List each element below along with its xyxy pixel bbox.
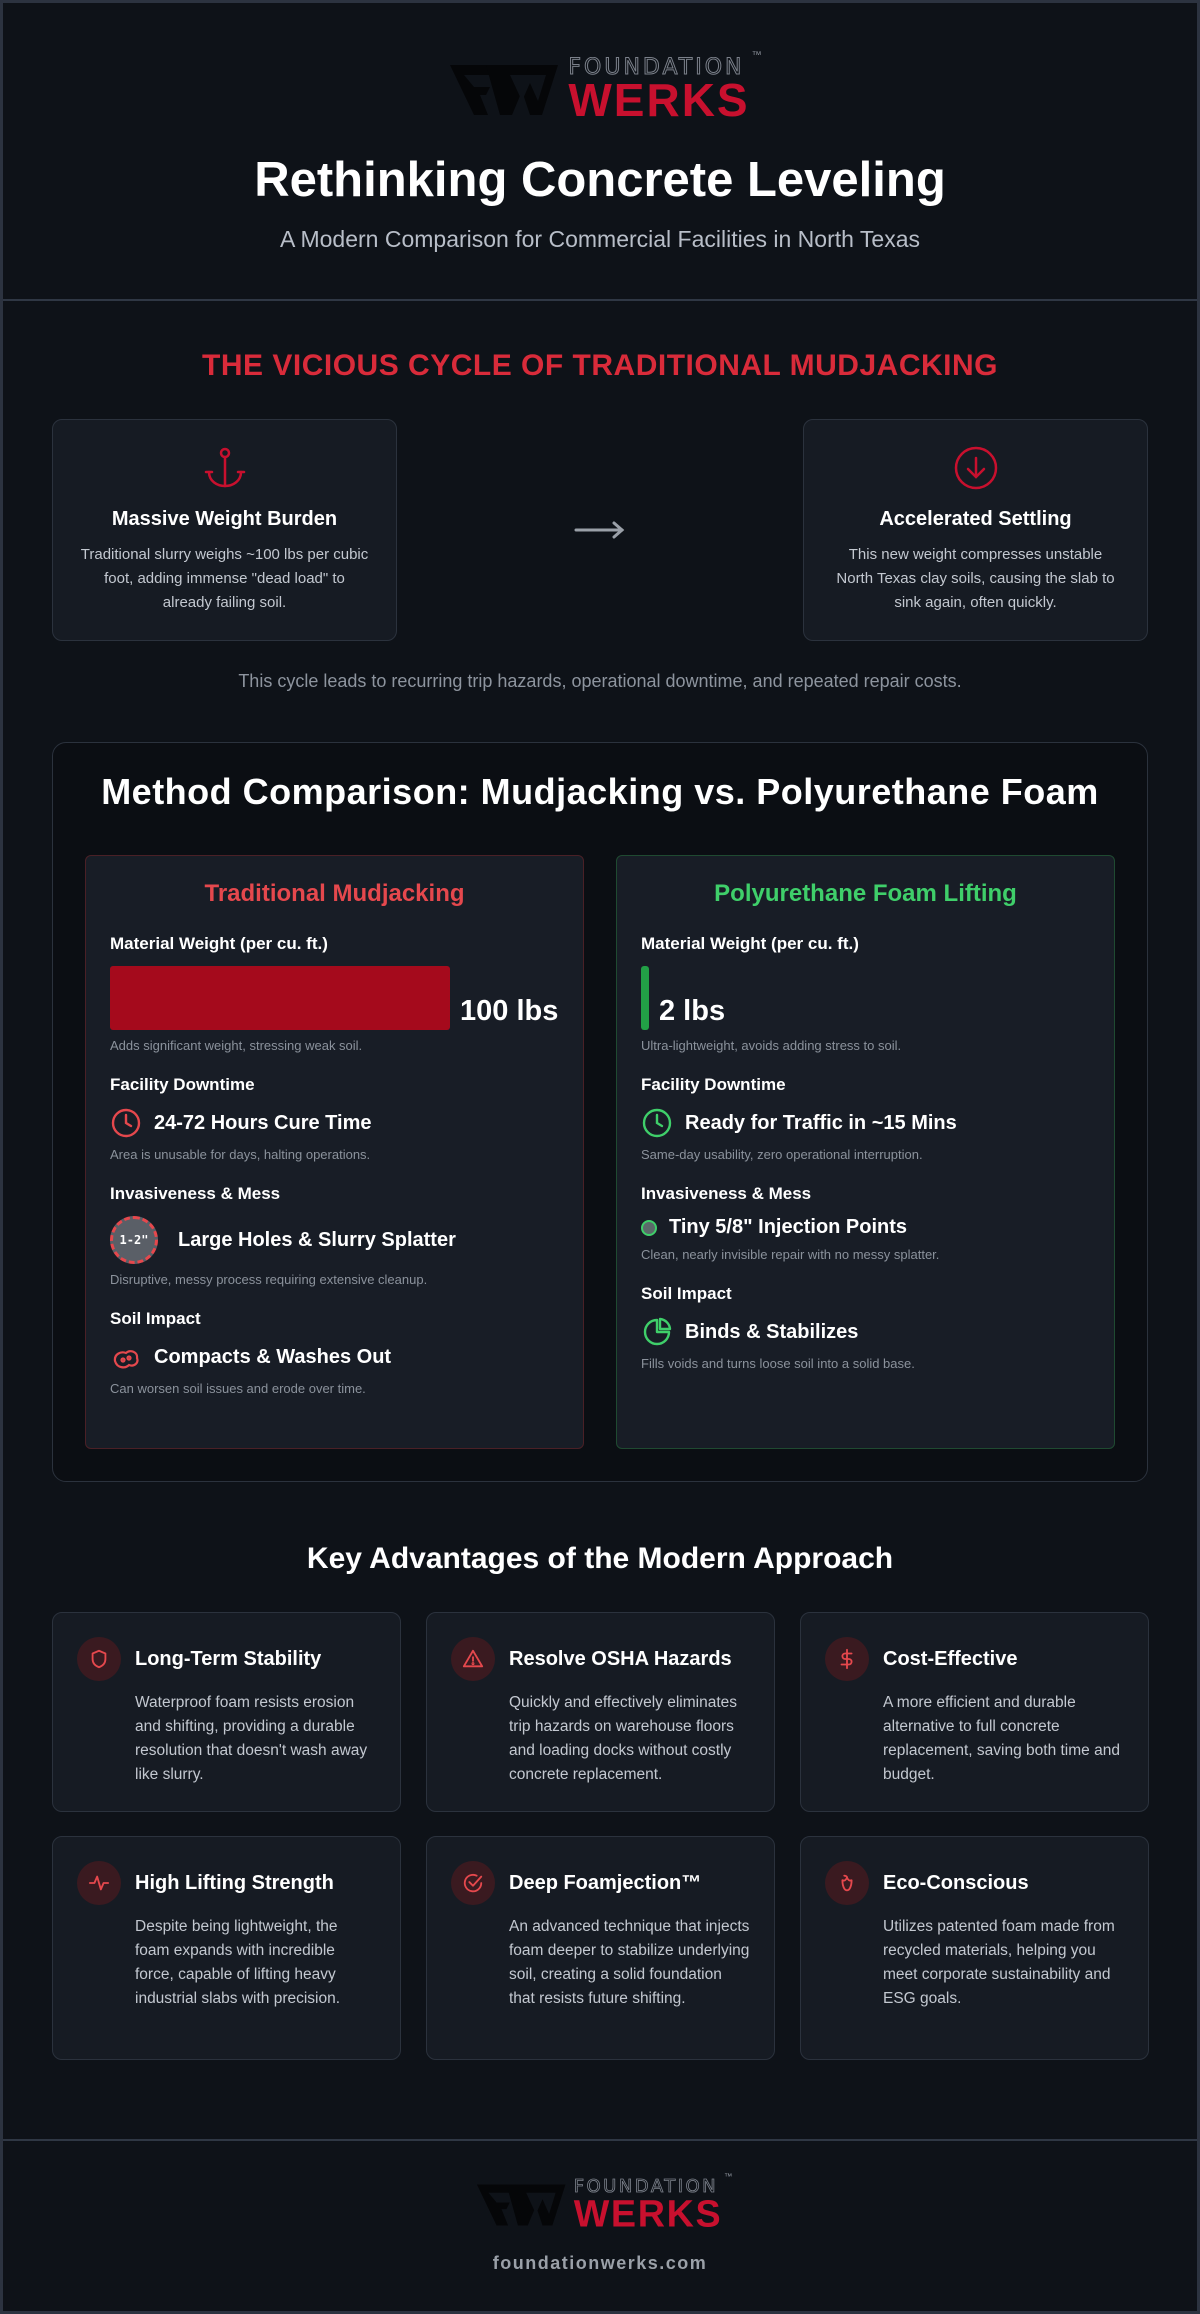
fw-logo-mark-icon — [477, 2181, 567, 2229]
soil-feature — [641, 1316, 1090, 1348]
advantage-card — [800, 1612, 1149, 1812]
column-heading: Polyurethane Foam Lifting — [714, 880, 1017, 907]
fw-logo-mark-icon — [450, 61, 560, 119]
mess-label: Invasiveness & Mess — [641, 1184, 812, 1203]
advantage-card — [426, 1836, 775, 2060]
vicious-cycle-section — [3, 349, 1197, 692]
mess-text: Tiny 5/8" Injection Points — [669, 1216, 908, 1238]
cycle-card-text: Traditional slurry weighs ~100 lbs per cubic foot, adding immense "dead load" to already failing soil. — [80, 546, 369, 611]
small-hole-icon — [641, 1220, 657, 1236]
weight-note: Ultra-lightweight, avoids adding stress to soil. — [641, 1038, 902, 1053]
weight-value: 100 lbs — [460, 995, 559, 1027]
downtime-feature — [110, 1107, 559, 1139]
advantage-heading: Eco-Conscious — [883, 1871, 1029, 1894]
downtime-text: Ready for Traffic in ~15 Mins — [685, 1111, 957, 1134]
pulse-icon — [77, 1861, 121, 1905]
footer-logo[interactable] — [477, 2172, 733, 2235]
advantage-text: Quickly and effectively eliminates trip hazards on warehouse floors and loading docks without costly concrete replacement. — [509, 1694, 738, 1783]
mess-note: Disruptive, messy process requiring extensive cleanup. — [110, 1272, 428, 1287]
weight-value: 2 lbs — [659, 995, 726, 1027]
dollar-icon — [825, 1637, 869, 1681]
brand-wordmark — [574, 2172, 733, 2235]
downtime-note: Same-day usability, zero operational interruption. — [641, 1147, 923, 1162]
brand-top-word: FOUNDATION — [568, 57, 745, 75]
cycle-arrow — [500, 419, 700, 641]
seedling-icon — [825, 1861, 869, 1905]
soil-label: Soil Impact — [110, 1309, 201, 1328]
downtime-label: Facility Downtime — [110, 1075, 255, 1094]
brand-main-word: WERKS — [574, 2191, 723, 2235]
cycle-card-text: This new weight compresses unstable North Texas clay soils, causing the slab to sink again, often quickly. — [836, 546, 1115, 611]
warning-triangle-icon — [451, 1637, 495, 1681]
advantage-heading: Deep Foamjection™ — [509, 1871, 702, 1894]
advantage-text: Utilizes patented foam made from recycled materials, helping you meet corporate sustainability and ESG goals. — [883, 1918, 1115, 2007]
mudjacking-column — [85, 855, 584, 1449]
page-subtitle: A Modern Comparison for Commercial Facilities in North Texas — [280, 226, 920, 252]
mess-feature — [641, 1216, 1090, 1239]
foam-column — [616, 855, 1115, 1449]
header — [3, 3, 1197, 301]
mess-note: Clean, nearly invisible repair with no messy splatter. — [641, 1247, 940, 1262]
advantage-text: Despite being lightweight, the foam expands with incredible force, capable of lifting heavy industrial slabs with precision. — [135, 1918, 341, 2007]
brand-logo[interactable] — [450, 50, 762, 126]
pie-chart-icon — [641, 1316, 673, 1348]
weight-bar — [641, 966, 649, 1030]
advantage-text: Waterproof foam resists erosion and shifting, providing a durable resolution that doesn't wash away like slurry. — [135, 1694, 368, 1783]
splash-icon — [110, 1341, 142, 1373]
mess-label: Invasiveness & Mess — [110, 1184, 281, 1203]
weight-note: Adds significant weight, stressing weak soil. — [110, 1038, 363, 1053]
advantage-heading: Cost-Effective — [883, 1647, 1018, 1670]
brand-wordmark — [568, 50, 762, 126]
anchor-icon — [201, 444, 249, 492]
advantage-heading: Long-Term Stability — [135, 1647, 322, 1670]
cycle-row — [52, 419, 1148, 641]
cycle-card-heading: Massive Weight Burden — [111, 508, 338, 530]
cycle-card-settling — [803, 419, 1148, 641]
advantage-card — [426, 1612, 775, 1812]
arrow-down-circle-icon — [952, 444, 1000, 492]
cycle-note: This cycle leads to recurring trip hazards, operational downtime, and repeated repair costs. — [238, 671, 962, 691]
advantage-card — [52, 1612, 401, 1812]
advantage-card — [800, 1836, 1149, 2060]
advantage-text: An advanced technique that injects foam deeper to stabilize underlying soil, creating a solid foundation that resists future shifting. — [509, 1918, 750, 2007]
advantage-heading: Resolve OSHA Hazards — [509, 1647, 732, 1670]
soil-feature — [110, 1341, 559, 1373]
weight-label: Material Weight (per cu. ft.) — [641, 934, 859, 953]
footer — [3, 2139, 1197, 2311]
advantage-heading: High Lifting Strength — [135, 1871, 334, 1894]
advantages-section — [3, 1542, 1197, 2060]
weight-bar-row — [110, 966, 559, 1030]
column-heading: Traditional Mudjacking — [204, 880, 465, 907]
advantage-card — [52, 1836, 401, 2060]
brand-trademark: ™ — [751, 50, 762, 61]
cycle-card-weight — [52, 419, 397, 641]
downtime-note: Area is unusable for days, halting operations. — [110, 1147, 371, 1162]
cycle-title: THE VICIOUS CYCLE OF TRADITIONAL MUDJACKING — [202, 349, 998, 382]
downtime-label: Facility Downtime — [641, 1075, 786, 1094]
clock-icon — [110, 1107, 142, 1139]
soil-note: Fills voids and turns loose soil into a solid base. — [641, 1356, 915, 1371]
downtime-feature — [641, 1107, 1090, 1139]
clock-icon — [641, 1107, 673, 1139]
mess-feature — [110, 1216, 559, 1264]
downtime-text: 24-72 Hours Cure Time — [154, 1111, 372, 1134]
brand-top-word: FOUNDATION — [574, 2177, 719, 2193]
cycle-card-heading: Accelerated Settling — [879, 508, 1072, 530]
advantage-text: A more efficient and durable alternative to full concrete replacement, saving both time and budget. — [883, 1694, 1120, 1783]
weight-bar — [110, 966, 450, 1030]
comparison-title: Method Comparison: Mudjacking vs. Polyurethane Foam — [101, 771, 1099, 812]
large-hole-icon: 1-2" — [110, 1216, 158, 1264]
page-title: Rethinking Concrete Leveling — [254, 153, 946, 207]
soil-note: Can worsen soil issues and erode over time. — [110, 1381, 366, 1396]
soil-label: Soil Impact — [641, 1284, 732, 1303]
advantages-grid — [52, 1612, 1148, 2060]
mess-text: Large Holes & Slurry Splatter — [178, 1228, 456, 1251]
shield-icon — [77, 1637, 121, 1681]
arrow-right-icon — [572, 520, 628, 540]
soil-text: Binds & Stabilizes — [685, 1320, 859, 1343]
soil-text: Compacts & Washes Out — [154, 1345, 392, 1368]
weight-label: Material Weight (per cu. ft.) — [110, 934, 328, 953]
weight-bar-row — [641, 966, 1090, 1030]
brand-main-word: WERKS — [568, 74, 750, 126]
website-link[interactable]: foundationwerks.com — [492, 2253, 708, 2273]
comparison-columns — [85, 855, 1115, 1449]
advantages-title: Key Advantages of the Modern Approach — [306, 1542, 894, 1575]
check-circle-icon — [451, 1861, 495, 1905]
brand-trademark: ™ — [724, 2172, 733, 2182]
method-comparison-panel — [52, 742, 1148, 1482]
